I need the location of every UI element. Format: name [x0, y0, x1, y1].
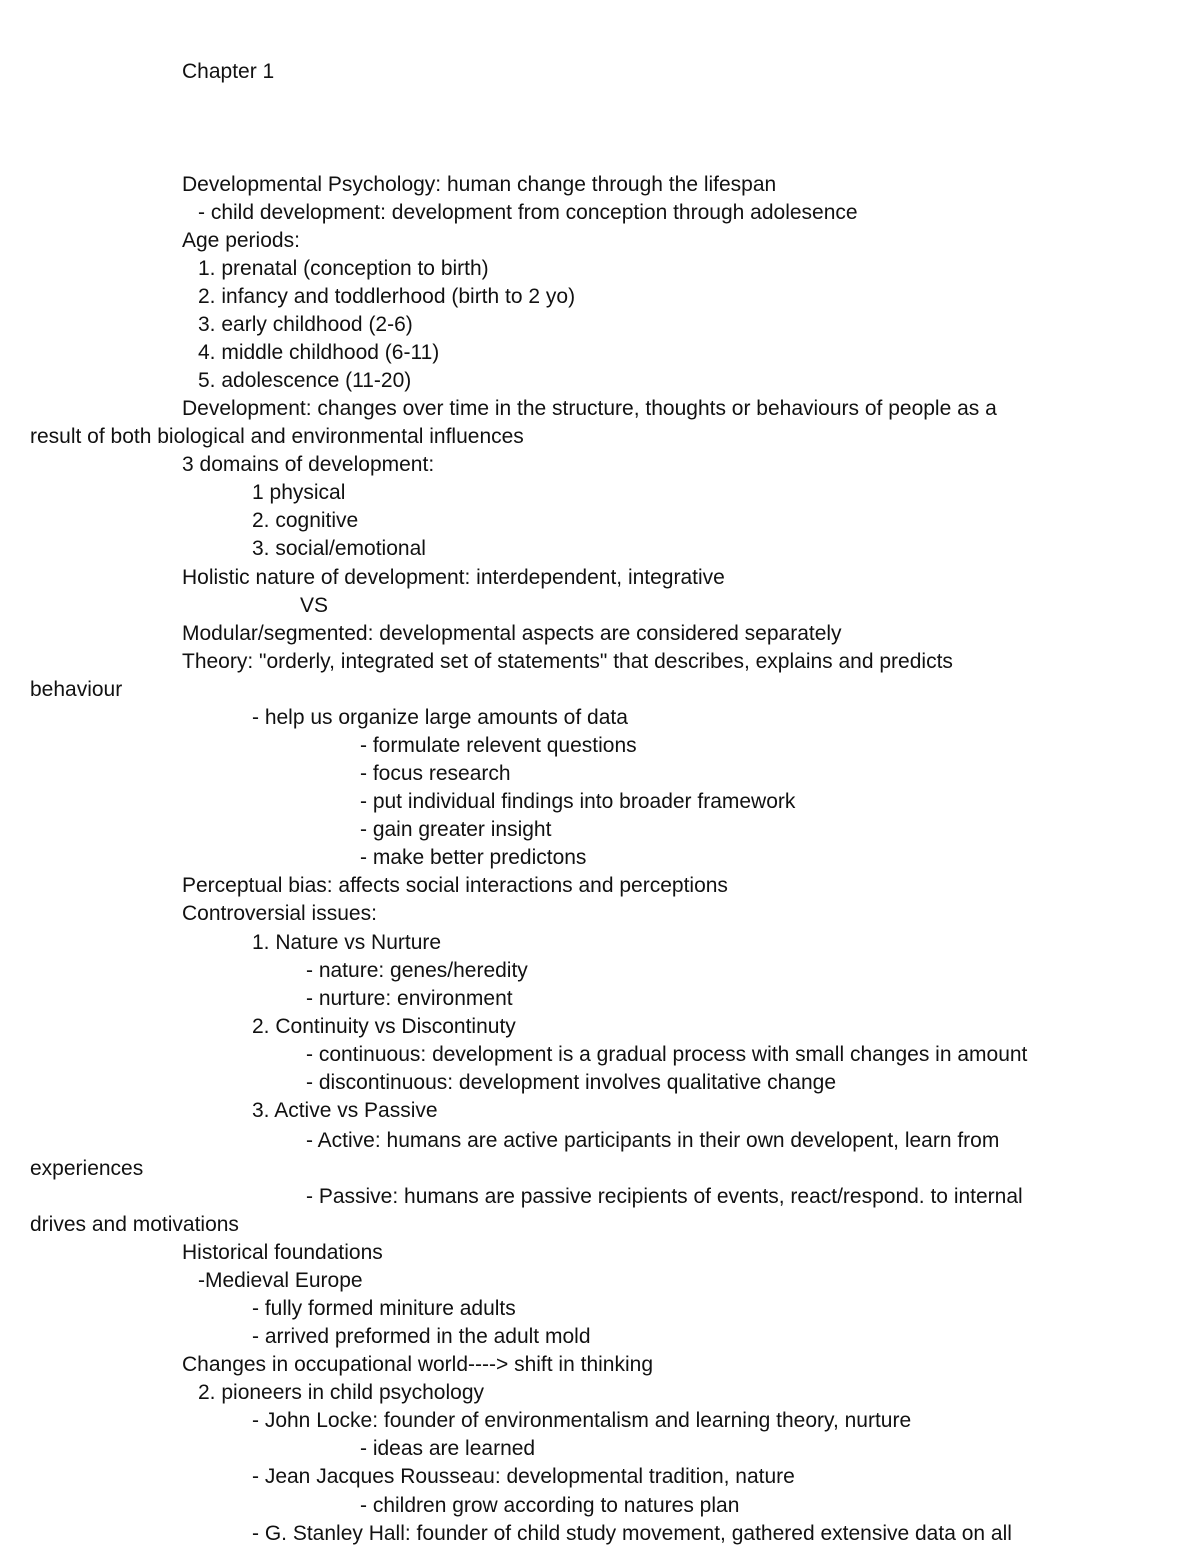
- list-item: 3. social/emotional: [252, 537, 426, 560]
- list-item: - make better predictons: [360, 846, 587, 869]
- text-line: 2. pioneers in child psychology: [198, 1381, 485, 1404]
- text-line: Changes in occupational world----> shift in thinking: [182, 1353, 653, 1376]
- text-line: behaviour: [30, 678, 123, 701]
- text-line: drives and motivations: [30, 1213, 239, 1236]
- list-item: - continuous: development is a gradual process with small changes in amount: [306, 1043, 1028, 1066]
- text-line: Historical foundations: [182, 1241, 383, 1264]
- text-line: -Medieval Europe: [198, 1269, 363, 1292]
- list-item: - nurture: environment: [306, 987, 513, 1010]
- list-item: - gain greater insight: [360, 818, 552, 841]
- text-line: - child development: development from conception through adolesence: [198, 201, 858, 224]
- list-item: - ideas are learned: [360, 1437, 536, 1460]
- list-item: - formulate relevent questions: [360, 734, 637, 757]
- list-item: - children grow according to natures plan: [360, 1494, 740, 1517]
- text-line: Controversial issues:: [182, 902, 377, 925]
- list-item: 3. early childhood (2-6): [198, 313, 413, 336]
- list-item: - Passive: humans are passive recipients of events, react/respond. to internal: [306, 1185, 1023, 1208]
- text-line: Development: changes over time in the structure, thoughts or behaviours of people as a: [182, 397, 997, 420]
- text-line: Theory: "orderly, integrated set of statements" that describes, explains and predicts: [182, 650, 953, 673]
- list-item: - focus research: [360, 762, 511, 785]
- text-line: Developmental Psychology: human change through the lifespan: [182, 173, 777, 196]
- text-line: Holistic nature of development: interdependent, integrative: [182, 566, 725, 589]
- list-item: - fully formed miniture adults: [252, 1297, 516, 1320]
- text-line: Age periods:: [182, 229, 300, 252]
- list-item: - Jean Jacques Rousseau: developmental tradition, nature: [252, 1465, 795, 1488]
- text-line: Perceptual bias: affects social interactions and perceptions: [182, 874, 728, 897]
- list-item: 4. middle childhood (6-11): [198, 341, 440, 364]
- list-item: - help us organize large amounts of data: [252, 706, 628, 729]
- list-item: 1. prenatal (conception to birth): [198, 257, 489, 280]
- text-line: VS: [300, 594, 329, 617]
- list-item: - discontinuous: development involves qualitative change: [306, 1071, 836, 1094]
- list-item: - nature: genes/heredity: [306, 959, 528, 982]
- list-item: 2. cognitive: [252, 509, 359, 532]
- list-item: - Active: humans are active participants in their own developent, learn from: [306, 1129, 1000, 1152]
- list-item: - G. Stanley Hall: founder of child study movement, gathered extensive data on all: [252, 1522, 1012, 1545]
- list-item: 2. infancy and toddlerhood (birth to 2 yo): [198, 285, 576, 308]
- chapter-title: Chapter 1: [182, 60, 275, 83]
- text-line: result of both biological and environmental influences: [30, 425, 524, 448]
- list-item: 5. adolescence (11-20): [198, 369, 412, 392]
- list-item: - arrived preformed in the adult mold: [252, 1325, 591, 1348]
- text-line: Modular/segmented: developmental aspects are considered separately: [182, 622, 842, 645]
- list-item: - John Locke: founder of environmentalism and learning theory, nurture: [252, 1409, 912, 1432]
- list-item: 2. Continuity vs Discontinuty: [252, 1015, 516, 1038]
- list-item: 1 physical: [252, 481, 346, 504]
- list-item: 3. Active vs Passive: [252, 1099, 438, 1122]
- text-line: 3 domains of development:: [182, 453, 435, 476]
- list-item: 1. Nature vs Nurture: [252, 931, 442, 954]
- list-item: - put individual findings into broader framework: [360, 790, 796, 813]
- text-line: experiences: [30, 1157, 144, 1180]
